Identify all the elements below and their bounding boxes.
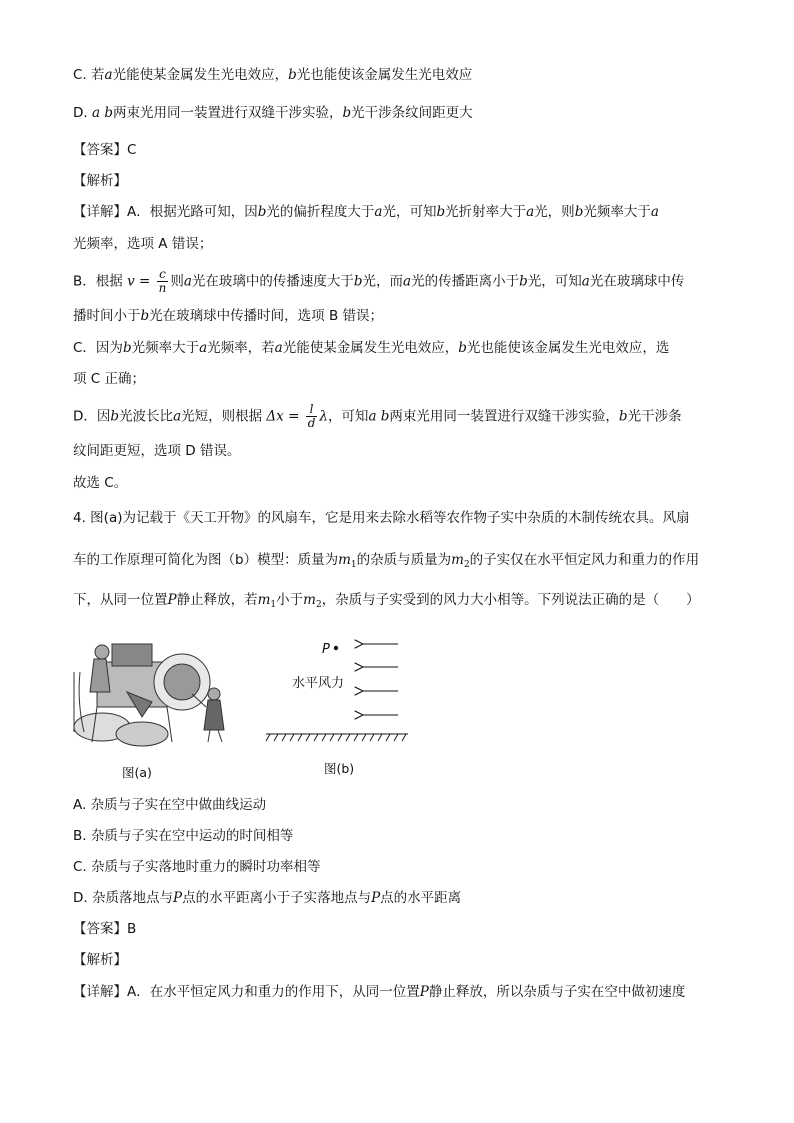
option-d-q3: D. a b两束光用同一装置进行双缝干涉实验，b光干涉条纹间距更大	[73, 105, 473, 121]
detail-a-q3: 【详解】A．根据光路可知，因b光的偏折程度大于a光，可知b光折射率大于a光，则b光频率大于a	[73, 204, 659, 220]
detail-b-q3: B．根据 v = $\frac{c}{n}$ 则a光在玻璃中的传播速度大于b光，而a光的传播距离小于b光，可知a光在玻璃球中传	[73, 267, 685, 295]
choose-q3: 故选 C。	[73, 475, 128, 491]
detail-c-q3: C．因为b光频率大于a光频率，若a光能使某金属发生光电效应，b光也能使该金属发生光电效应，选	[73, 340, 670, 356]
detail-b-q3-cont: 播时间小于b光在玻璃球中传播时间，选项 B 错误；	[73, 308, 383, 324]
point-p-dot	[334, 646, 338, 650]
question-4-line2: 车的工作原理可简化为图（b）模型：质量为$m_1$的杂质与质量为$m_2$的子实仅在水平恒定风力和重力的作用	[73, 552, 700, 570]
formula-l-over-d: $\frac{l}{d}$	[307, 402, 316, 430]
figure-a-winnowing-machine	[72, 632, 232, 752]
option-c-q3: C. 若a光能使某金属发生光电效应，b光也能使该金属发生光电效应	[73, 67, 473, 83]
figure-b-caption: 图(b)	[324, 761, 355, 776]
answer-q4: 【答案】B	[73, 921, 137, 937]
ground-hatching	[266, 734, 406, 741]
answer-q3: 【答案】C	[73, 142, 137, 158]
formula-c-over-n: $\frac{c}{n}$	[158, 267, 167, 295]
figure-b-point-label: P	[322, 642, 330, 657]
question-4-line1: 4. 图(a)为记载于《天工开物》的风扇车，它是用来去除水稻等农作物子实中杂质的木制传统农具。风扇	[73, 510, 690, 526]
detail-a-q4: 【详解】A．在水平恒定风力和重力的作用下，从同一位置P静止释放，所以杂质与子实在空中做初速度	[73, 984, 686, 1000]
detail-d-q3: D．因b光波长比a光短，则根据 Δx = $\frac{l}{d}$ λ，可知a b两束光用同一装置进行双缝干涉实验，b光干涉条	[73, 402, 682, 430]
analysis-heading-q3: 【解析】	[73, 173, 127, 189]
figure-b-model	[262, 636, 412, 746]
option-a-q4: A. 杂质与子实在空中做曲线运动	[73, 797, 267, 813]
detail-a-q3-cont: 光频率，选项 A 错误；	[73, 236, 213, 252]
figure-a-caption: 图(a)	[122, 765, 152, 780]
question-4-line3: 下，从同一位置P静止释放，若$m_1$小于$m_2$，杂质与子实受到的风力大小相等。下列说法正确的是（ ）	[73, 592, 700, 610]
detail-c-q3-cont: 项 C 正确；	[73, 371, 146, 387]
detail-d-q3-cont: 纹间距更短，选项 D 错误。	[73, 443, 241, 459]
option-b-q4: B. 杂质与子实在空中运动的时间相等	[73, 828, 294, 844]
option-d-q4: D. 杂质落地点与P点的水平距离小于子实落地点与P点的水平距离	[73, 890, 462, 906]
figure-b-wind-label: 水平风力	[292, 676, 345, 691]
option-c-q4: C. 杂质与子实落地时重力的瞬时功率相等	[73, 859, 321, 875]
analysis-heading-q4: 【解析】	[73, 952, 127, 968]
